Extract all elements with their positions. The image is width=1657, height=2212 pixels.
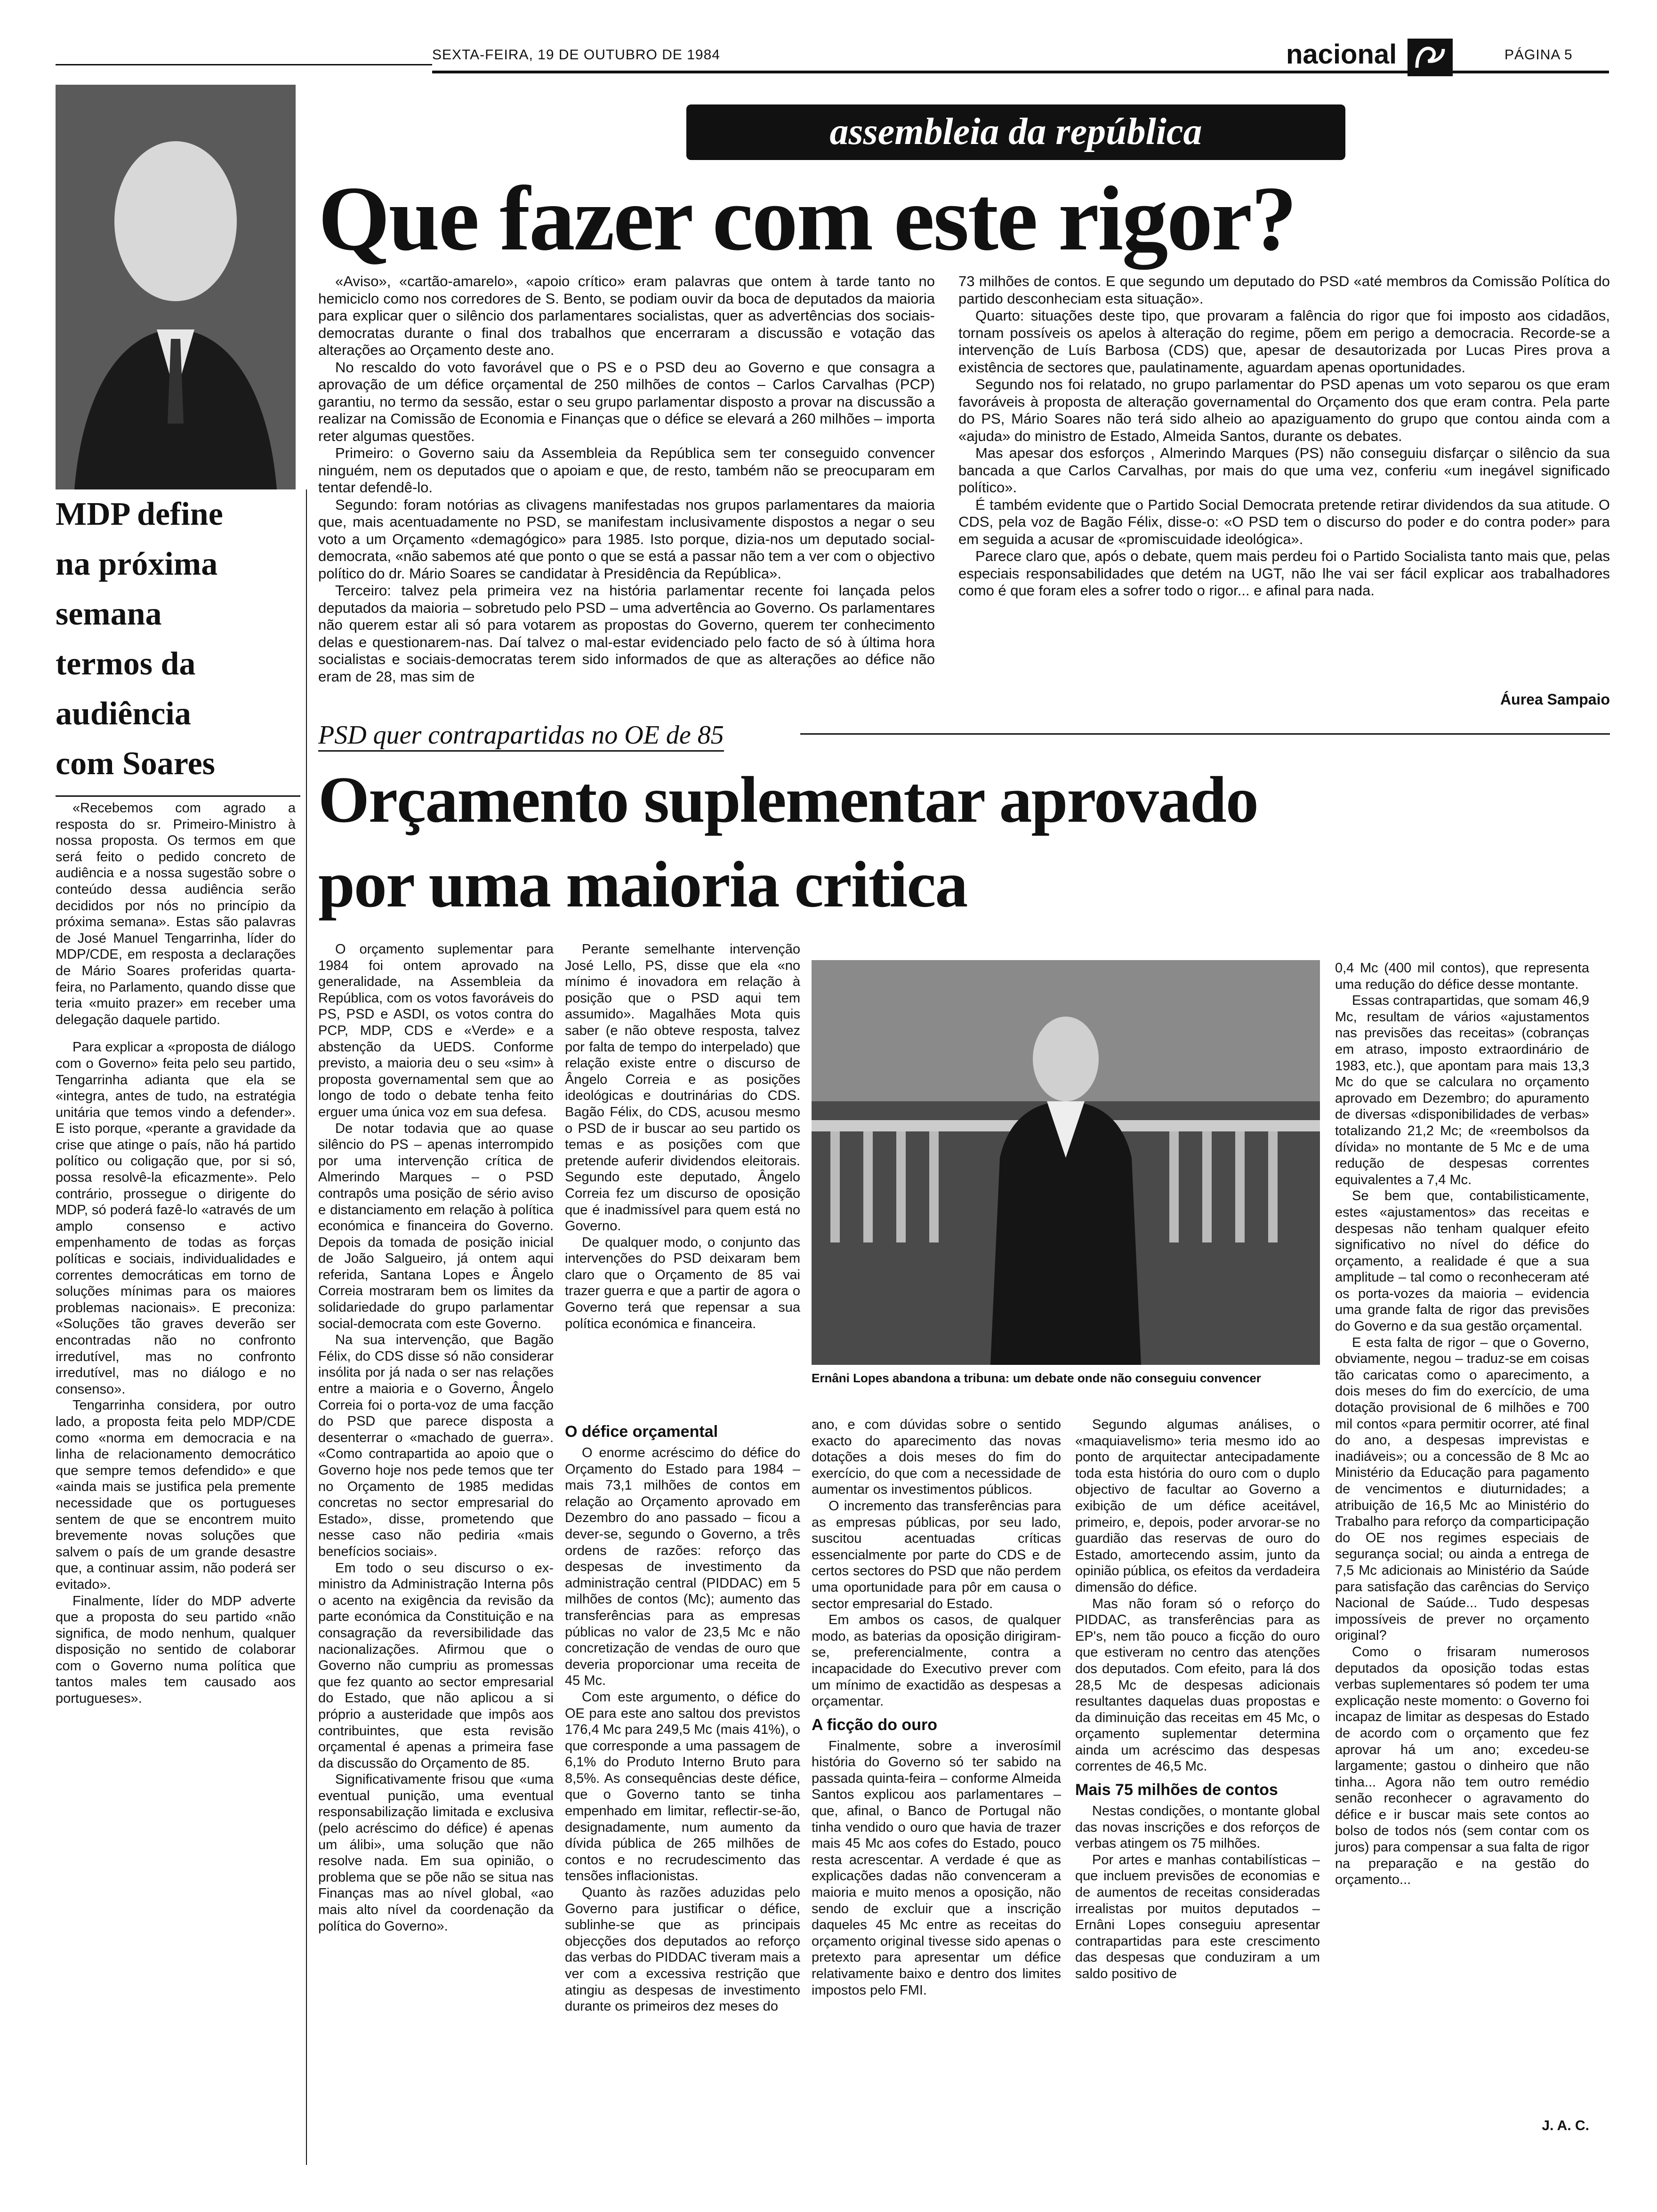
paragraph: Significativamente frisou que «uma eventual punição, uma eventual responsabilização limitada e exclusiva (pelo acréscimo do défice) é apenas um álibi», uma solução que não resolve nada. Em sua opinião, o problema que se põe não se situa nas Finanças mas ao nível global, «ao mais alto nível da coordenação da política do Governo». — [318, 1772, 554, 1934]
paragraph: Tengarrinha considera, por outro lado, a proposta feita pelo MDP/CDE como «norma em democracia e na linha de relacionamento democrático que sempre temos defendido» e que «ainda mais se justifica pela premente necessidade que os portugueses sentem de que se encontrem muito brevemente novas soluções que salvem o país de um grande desastre que, a continuar assim, não poderá ser evitado». — [56, 1398, 296, 1592]
paragraph: Terceiro: talvez pela primeira vez na história parlamentar recente foi lançada pelos deputados da maioria – sobretudo pelo PSD – uma advertência ao Governo. Os parlamentares não querem estar ali só para votarem as propostas do Governo, querem ter conhecimento delas e questionarem-nas. Daí talvez o mal-estar evidenciado pelo facto de só à última hora socialistas e sociais-democratas terem sido informados de que as alterações ao défice não eram de 28, mas sim de — [318, 582, 935, 685]
paragraph: 0,4 Mc (400 mil contos), que representa uma redução do défice desse montante. — [1335, 961, 1589, 992]
paragraph: Quanto às razões aduzidas pelo Governo para justificar o défice, sublinhe-se que as principais objecções dos deputados ao reforço das verbas do PIDDAC tiveram mais a ver com a excessiva restrição que atingiu as despesas de investimento durante os primeiros dez meses do — [565, 1885, 800, 2014]
paragraph: Como o frisaram numerosos deputados da oposição todas estas verbas suplementares só podem ter uma explicação neste momento: o Governo foi incapaz de limitar as despesas do Estado de acordo com o orçamento que fez aprovar há um ano; excedeu-se largamente; gastou o dinheiro que não tinha... Agora não tem outro remédio senão reconhecer o agravamento do défice e ir buscar mais sete contos ao bolso de todos nós (sem contar com os juros) para compensar a sua falta de rigor na preparação e na gestão do orçamento... — [1335, 1644, 1589, 1888]
paragraph: Mas apesar dos esforços , Almerindo Marques (PS) não conseguiu disfarçar o silêncio da sua bancada a que Carlos Carvalhas, por mais do que uma vez, conferiu «um inegável significado político». — [958, 445, 1610, 496]
section-banner-text: assembleia da república — [829, 111, 1202, 152]
article1-headline: Que fazer com este rigor? — [318, 168, 1296, 270]
paragraph: Segundo nos foi relatado, no grupo parlamentar do PSD apenas um voto separou os que eram favoráveis à proposta de alteração governamental do Orçamento dos que eram contra. Pela parte do PS, Mário Soares não terá sido alheio ao apaziguamento do grupo que contou ainda com a «ajuda» do ministro de Estado, Almeida Santos, durante os debates. — [958, 376, 1610, 444]
subhead-mais-75-milhoes: Mais 75 milhões de contos — [1075, 1781, 1278, 1799]
article2-column-3 — [812, 1417, 1061, 1998]
article2-column-2-top — [565, 941, 800, 1332]
sidebar-headline: MDP define na próxima semana termos da audiência com Soares — [56, 496, 223, 782]
paragraph: O enorme acréscimo do défice do Orçamento do Estado para 1984 – mais 73,1 milhões de contos em relação ao Orçamento aprovado em Dezembro do ano passado – ficou a dever-se, segundo o Governo, a três ordens de razões: reforço das despesas de investimento da administração central (PIDDAC) em 5 milhões de contos (Mc); aumento das transferências para as empresas públicas no valor de 23,5 Mc e não concretização de vendas de ouro que deveria proporcionar uma receita de 45 Mc. — [565, 1445, 800, 1689]
subhead-ouro: A ficção do ouro — [812, 1715, 937, 1734]
paragraph: Finalmente, sobre a inverosímil história do Governo só ter sabido na passada quinta-feira – conforme Almeida Santos explicou aos parlamentares – que, afinal, o Banco de Portugal não tinha vendido o ouro que havia de trazer mais 45 Mc aos cofes do Estado, pouco resta acrescentar. A verdade é que as explicações dadas não convenceram a maioria e muito menos a oposição, não sendo de excluir que a inscrição daqueles 45 Mc entre as receitas do orçamento original tivesse sido apenas o pretexto para apresentar um défice relativamente baixo e dentro dos limites impostos pelo FMI. — [812, 1738, 1061, 1998]
paragraph: «Recebemos com agrado a resposta do sr. Primeiro-Ministro à nossa proposta. Os termos em que será feito o pedido concreto de audiência e a nossa sugestão sobre o conteúdo dessa audiência serão decididos por nós no princípio da próxima semana». Estas são palavras de José Manuel Tengarrinha, líder do MDP/CDE, em resposta a declarações de Mário Soares proferidas quarta-feira, no Parlamento, quando disse que teria «muito prazer» em receber uma delegação daquele partido. — [56, 801, 296, 1027]
paragraph: O incremento das transferências para as empresas públicas, por seu lado, suscitou acentuadas críticas essencialmente por parte do CDS e de certos sectores do PSD que não perdem uma oportunidade para pôr em causa o sector empresarial do Estado. — [812, 1498, 1061, 1611]
article2-byline: J. A. C. — [1542, 2118, 1589, 2133]
paragraph: Com este argumento, o défice do OE para este ano saltou dos previstos 176,4 Mc para 249,5 Mc (mais 41%), o que corresponde a uma passagem de 6,1% do Produto Interno Bruto para 8,5%. As consequências deste défice, que o Governo tanto se tinha empenhado em limitar, reflectir-se-ão, designadamente, num aumento da dívida pública de 265 milhões de contos e no recrudescimento das tensões inflacionistas. — [565, 1689, 800, 1884]
paragraph: ano, e com dúvidas sobre o sentido exacto do aparecimento das novas dotações a dois meses do fim do exercício, do que com a necessidade de aumentar os investimentos públicos. — [812, 1417, 1061, 1498]
header-rule-left — [56, 64, 432, 65]
section-name: nacional — [1286, 39, 1397, 70]
article2-headline-line-1: Orçamento suplementar aprovado — [318, 763, 1258, 836]
paragraph: Essas contrapartidas, que somam 46,9 Mc, resultam de vários «ajustamentos nas previsões das receitas» (cobranças em atraso, imposto extraordinário de 1983, etc.), que apontam para mais 13,3 Mc do que se calculara no orçamento aprovado em Dezembro; do apuramento de diversas «disponibilidades de verbas» totalizando 21,2 Mc; de «reembolsos da dívida» no montante de 5 Mc e de uma redução de despesas correntes equivalentes a 7,4 Mc. — [1335, 993, 1589, 1187]
paragraph: No rescaldo do voto favorável que o PS e o PSD deu ao Governo e que consagra a aprovação de um défice orçamental de 250 milhões de contos – Carlos Carvalhas (PCP) garantiu, no termo da sessão, estar o seu grupo parlamentar disposto a provar na discussão a realizar na Comissão de Economia e Finanças que o défice se elevará a 260 milhões – importa reter algumas questões. — [318, 359, 935, 444]
paragraph: Perante semelhante intervenção José Lello, PS, disse que ela «no mínimo é inovadora em relação à posição que o PSD aqui tem assumido». Magalhães Mota quis saber (e não obteve resposta, talvez por falta de tempo do interpelado) que relação existe entre o discurso de Ângelo Correia e as posições ideológicas e doutrinárias do CDS. Bagão Félix, do CDS, acusou mesmo o PSD de ir buscar ao seu partido os temas e as posições com que pretende auferir dividendos eleitorais. Segundo este deputado, Ângelo Correia fez um discurso de oposição que é inadmissível para quem está no Governo. — [565, 942, 800, 1234]
sidebar-divider — [56, 795, 300, 797]
article2-column-1 — [318, 941, 554, 1934]
paragraph: O orçamento suplementar para 1984 foi ontem aprovado na generalidade, na Assembleia da República, com os votos favoráveis do PS, PSD e ASDI, os votos contra do PCP, MDP, CDS e «Verde» e a abstenção da UEDS. Conforme previsto, a maioria deu o seu «sim» à proposta governamental sem que ao longo de todo o debate tenha feito erguer uma única voz em sua defesa. — [318, 942, 554, 1120]
paragraph: «Aviso», «cartão-amarelo», «apoio crítico» eram palavras que ontem à tarde tanto no hemiciclo como nos corredores de S. Bento, se podiam ouvir da boca de deputados da maioria para explicar quer o silêncio dos parlamentares socialistas, quer as advertências dos sociais-democratas durante o final dos trabalhos que encerraram a discussão e votação das alterações ao Orçamento deste ano. — [318, 273, 935, 358]
header-rule — [432, 71, 1609, 73]
paragraph: Segundo algumas análises, o «maquiavelismo» teria mesmo ido ao ponto de arquitectar antecipadamente toda esta história do ouro com o duplo objectivo de facultar ao Governo a exibição de um défice aceitável, primeiro, e, depois, poder arvorar-se no guardião das reservas de ouro do Estado, amortecendo assim, junto da opinião pública, os efeitos da verdadeira dimensão do défice. — [1075, 1417, 1320, 1595]
paragraph: É também evidente que o Partido Social Democrata pretende retirar dividendos da sua atitude. O CDS, pela voz de Bagão Félix, disse-o: «O PSD tem o discurso do poder e do contra poder» para em seguida a acusar de «promiscuidade ideológica». — [958, 496, 1610, 547]
article2-column-5 — [1335, 960, 1589, 1888]
article2-kicker: PSD quer contrapartidas no OE de 85 — [318, 720, 724, 752]
paragraph: Finalmente, líder do MDP adverte que a proposta do seu partido «não significa, de modo nenhum, qualquer disposição no sentido de colaborar com o Governo numa política que tantos males tem causado aos portugueses». — [56, 1593, 296, 1707]
photo-caption: Ernâni Lopes abandona a tribuna: um debate onde não conseguiu convencer — [812, 1371, 1261, 1385]
article1-column-1 — [318, 273, 935, 685]
paragraph: Mas não foram só o reforço do PIDDAC, as transferências para as EP's, nem tão pouco a ficção do ouro que estiveram no centro das atenções dos deputados. Com efeito, para lá dos 28,5 Mc de despesas adicionais resultantes daquelas duas propostas e da diminuição das receitas em 45 Mc, o orçamento suplementar determina ainda um acréscimo das despesas correntes de 46,5 Mc. — [1075, 1596, 1320, 1774]
sidebar-vertical-rule — [306, 489, 307, 2165]
page-number: PÁGINA 5 — [1504, 47, 1573, 63]
page-date: SEXTA-FEIRA, 19 DE OUTUBRO DE 1984 — [432, 47, 720, 63]
paragraph: E esta falta de rigor – que o Governo, obviamente, negou – traduz-se em coisas tão caricatas como o aparecimento, a dois meses do fim do exercício, de uma dotação provisional de 6 milhões e 700 mil contos «para permitir ocorrer, até final do ano, a despesas imprevistas e inadiáveis»; ou a concessão de 8 Mc ao Ministério da Educação para pagamento de vencimentos e diuturnidades; a atribuição de 16,5 Mc ao Ministério do Trabalho para reforço da comparticipação do OE nos regimes especiais de segurança social; ou ainda a entrega de 7,5 Mc adicionais ao Ministério da Saúde para satisfação das carências do Serviço Nacional de Saúde... Tudo despesas impossíveis de prever no orçamento original? — [1335, 1335, 1589, 1643]
paragraph: Na sua intervenção, que Bagão Félix, do CDS disse só não considerar insólita por já nada o ser nas relações entre a maioria e o Governo, Ângelo Correia foi o porta-voz de uma facção do PSD que parece disposta a desenterrar o «machado de guerra». «Como contrapartida ao apoio que o Governo hoje nos pede temos que ter no Orçamento de 1985 medidas concretas no sector empresarial do Estado», disse, prometendo que nesse caso não pediria «mais benefícios sociais». — [318, 1332, 554, 1559]
paragraph: Quarto: situações deste tipo, que provaram a falência do rigor que foi imposto aos cidadãos, tornam possíveis os apelos à alteração do regime, põem em perigo a democracia. Recorde-se a intervenção de Luís Barbosa (CDS) que, apesar de desautorizada por Lucas Pires prova a existência de sectores que, paulatinamente, aguardam apenas oportunidades. — [958, 307, 1610, 376]
paragraph: Segundo: foram notórias as clivagens manifestadas nos grupos parlamentares da maioria que, mais acentuadamente no PSD, se manifestam inclusivamente dispostos a negar o seu voto a um Orçamento «demagógico» para 1985. Isto porque, dizia-nos um deputado social-democrata, «não sabemos até que ponto o que se está a passar não tem a ver com o objectivo político do dr. Mário Soares se candidatar à Presidência da República». — [318, 496, 935, 582]
article2-headline-line-2: por uma maioria critica — [318, 848, 967, 921]
paragraph: Por artes e manhas contabilísticas – que incluem previsões de economias e de aumentos de receitas consideradas irrealistas por muitos deputados – Ernâni Lopes conseguiu apresentar contrapartidas para este crescimento das despesas que conduziram a um saldo positivo de — [1075, 1852, 1320, 1981]
paragraph: Em ambos os casos, de qualquer modo, as baterias da oposição dirigiram-se, preferencialmente, contra a incapacidade do Executivo prever com um mínimo de exactidão as despesas a orçamentar. — [812, 1612, 1061, 1709]
paragraph: Nestas condições, o montante global das novas inscrições e dos reforços de verbas atingem os 75 milhões. — [1075, 1803, 1320, 1851]
article1-byline: Áurea Sampaio — [1500, 691, 1610, 708]
article1-column-2 — [958, 273, 1610, 600]
sidebar-body — [56, 800, 296, 1707]
article2-column-4 — [1075, 1417, 1320, 1982]
paragraph: Em todo o seu discurso o ex-ministro da Administração Interna pôs o acento na exigência da revisão da parte económica da Constituição e na consagração da reversibilidade das nacionalizações. Afirmou que o Governo não cumpriu as promessas que fez quanto ao sector empresarial do Estado, que não aplicou a si próprio a austeridade que impôs aos contribuintes, que esta revisão orçamental é apenas a primeira fase da discussão do Orçamento de 85. — [318, 1560, 554, 1771]
paragraph: Para explicar a «proposta de diálogo com o Governo» feita pelo seu partido, Tengarrinha adianta que ela se «integra, antes de tudo, na estratégia unitária que temos vindo a defender». E isto porque, «perante a gravidade da crise que atinge o país, não há partido político ou coligação que, por si só, possa resolvê-la eficazmente». Pelo contrário, prossegue o dirigente do MDP, só poderá fazê-lo «através de um amplo consenso e activo empenhamento de todas as forças políticas e sociais, individualidades e correntes democráticas em torno de soluções mínimas para os maiores problemas nacionais». E preconiza: «Soluções tão graves deverão ser encontradas não no confronto irredutível, mas no confronto irredutível, mas no diálogo e no consenso». — [56, 1040, 296, 1397]
article-separator-rule — [800, 733, 1610, 735]
paragraph: De notar todavia que ao quase silêncio do PS – apenas interrompido por uma intervenção crítica de Almerindo Marques – o PSD contrapôs uma posição de sério aviso e distanciamento em relação à política económica e financeira do Governo. Depois da tomada de posição inicial de João Salgueiro, já ontem aqui referida, Santana Lopes e Ângelo Correia mostraram bem os limites da solidariedade do grupo parlamentar social-democrata com este Governo. — [318, 1121, 554, 1331]
paragraph: Parece claro que, após o debate, quem mais perdeu foi o Partido Socialista tanto mais que, pelas especiais responsabilidades que detém na UGT, não lhe vai ser fácil explicar aos trabalhadores como é que foram eles a sofrer todo o rigor... e afinal para nada. — [958, 548, 1610, 599]
article2-photo — [812, 960, 1320, 1365]
paragraph: 73 milhões de contos. E que segundo um deputado do PSD «até membros da Comissão Política do partido desconheciam esta situação». — [958, 273, 1610, 307]
paragraph: Se bem que, contabilisticamente, estes «ajustamentos» das receitas e despesas não tenham qualquer efeito significativo no nível do défice do orçamento, a realidade é que a sua amplitude – tal como o reconheceram até os porta-vozes da maioria – evidencia uma grande falta de rigor das previsões do Governo e da sua gestão orçamental. — [1335, 1188, 1589, 1334]
article2-column-2-bottom — [565, 1417, 800, 2015]
paragraph: Primeiro: o Governo saiu da Assembleia da República sem ter conseguido convencer ninguém, nem os deputados que o apoiam e que, de resto, também não se preocuparam em tentar defendê-lo. — [318, 445, 935, 496]
portrait-photo — [56, 85, 296, 489]
paragraph: De qualquer modo, o conjunto das intervenções do PSD deixaram bem claro que o Orçamento de 85 vai trazer guerra e que a partir de agora o Governo terá que repensar a sua política económica e financeira. — [565, 1234, 800, 1331]
subhead-defice: O défice orçamental — [565, 1423, 718, 1441]
